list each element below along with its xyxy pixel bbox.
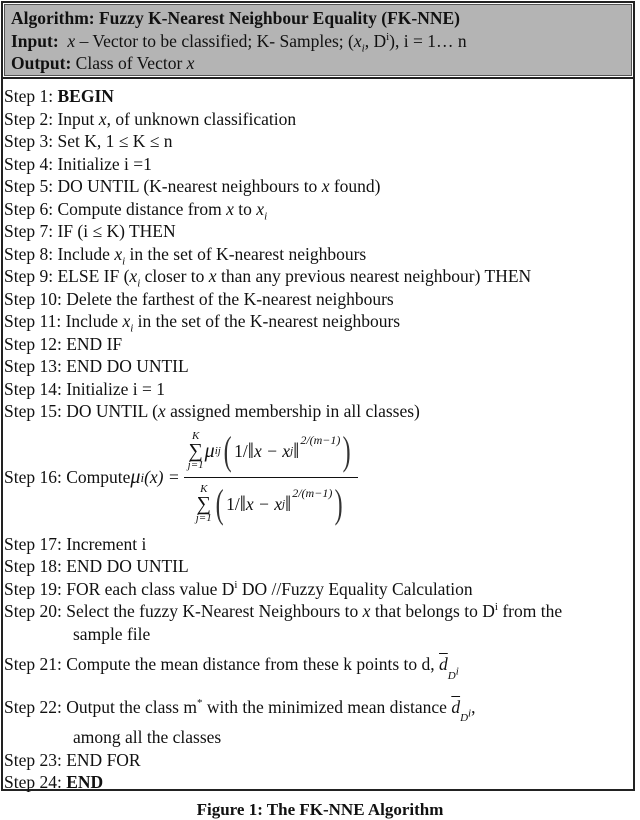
sub [460, 707, 472, 724]
sum-symbol [196, 484, 212, 524]
sub: i [361, 42, 365, 54]
sup: * [196, 696, 203, 709]
step-segment: Step 4: Initialize i =1 [4, 153, 152, 174]
text: , D [364, 30, 387, 51]
one-over: 1/ [226, 493, 240, 514]
numerator: K ∑ j=1 μ ij ( 1/ ‖ x − x j ‖ 2/(m−1) ) [184, 425, 358, 478]
step-segment: i [122, 255, 126, 267]
var: x [353, 30, 362, 51]
step-segment: from the [497, 601, 563, 621]
algorithm-step [3, 333, 633, 356]
algorithm-step [3, 175, 633, 198]
step-segment: Step 20: Select the fuzzy K-Nearest Neighbours to [4, 601, 363, 621]
step-21 [3, 653, 633, 682]
algorithm-steps [3, 85, 633, 794]
step-segment: Step 3: Set K, 1 ≤ K ≤ n [4, 131, 173, 151]
algorithm-title [11, 7, 633, 30]
mean-distance-d: $\overline{d}$ [451, 696, 461, 717]
paren: ) [334, 481, 343, 526]
step-segment: x [256, 198, 265, 219]
algorithm-step [3, 310, 633, 333]
step-text: with the minimized mean distance [202, 696, 452, 717]
step-segment: x [208, 266, 217, 286]
algorithm-box [1, 1, 635, 791]
step-segment: Step 7: IF (i ≤ K) THEN [4, 221, 176, 241]
var: x [67, 30, 76, 51]
step-segment: END [66, 772, 104, 792]
step-segment: Step 12: END IF [4, 333, 123, 354]
step-segment: x [362, 601, 371, 621]
title-text: Fuzzy K-Nearest Neighbour Equality (FK-NNE) [98, 8, 460, 28]
step-segment: Step 24: [4, 772, 67, 792]
algorithm-step [3, 555, 633, 578]
norm: ‖ [247, 437, 254, 463]
sup: i [455, 664, 459, 677]
step-segment: in the set of K-nearest neighbours [125, 243, 367, 264]
step-segment: Step 2: Input [4, 108, 99, 129]
mu-symbol: μ [204, 439, 215, 462]
sigma: ∑ [196, 493, 211, 515]
step-segment: , of unknown classification [106, 108, 297, 129]
step-segment: Step 13: END DO UNTIL [4, 356, 189, 376]
sum-symbol [188, 431, 204, 471]
text: ), i = 1… n [389, 30, 467, 51]
text: Class of Vector [71, 53, 187, 73]
figure-caption: Figure 1: The FK-NNE Algorithm [196, 800, 444, 819]
sum-lower: j=1 [187, 459, 204, 471]
step-22-continuation: among all the classes [73, 727, 222, 747]
text: – Vector to be classified; K- Samples; ( [75, 30, 354, 51]
step-label: Step 16: Compute [4, 467, 131, 488]
step-segment: Step 5: DO UNTIL (K-nearest neighbours to [4, 176, 322, 196]
algorithm-step [3, 108, 633, 131]
step-segment: in the set of the K-nearest neighbours [133, 311, 401, 331]
norm: ‖ [293, 437, 300, 463]
norm: ‖ [285, 490, 292, 516]
sub-D: D [460, 712, 469, 724]
step-segment: x [122, 311, 131, 331]
sub-D: D [447, 669, 456, 682]
step-segment: Step 15: DO UNTIL ( [4, 401, 158, 421]
step-segment: that belongs to D [370, 601, 495, 621]
exponent: 2/(m−1) [292, 486, 333, 500]
step-22 [3, 696, 633, 724]
output-label: Output: [11, 53, 72, 73]
algorithm-step [3, 600, 633, 623]
algorithm-header [3, 3, 633, 79]
denominator: K ∑ j=1 ( 1/ ‖ x − x j ‖ 2/(m−1) ) [195, 481, 343, 526]
one-over: 1/ [234, 440, 248, 461]
step-segment: Step 1: [4, 86, 58, 106]
sum-upper: K [200, 483, 208, 495]
mean-distance-d: $\overline{d}$ [439, 654, 448, 674]
algorithm-output [11, 52, 633, 75]
step-segment: i [137, 277, 141, 290]
step-segment: Step 18: END DO UNTIL [4, 556, 189, 576]
step-segment: x [98, 108, 107, 129]
step-segment: x [114, 243, 123, 264]
algorithm-step [3, 265, 633, 288]
exponent: 2/(m−1) [300, 433, 341, 447]
paren: ( [215, 481, 224, 526]
step-segment: found) [329, 176, 381, 196]
mu-symbol: μ [130, 466, 141, 489]
step-segment: closer to [140, 266, 209, 286]
algorithm-step [3, 749, 633, 772]
step-segment: x [129, 266, 138, 286]
lhs: (x) = [144, 467, 180, 488]
step-segment: BEGIN [57, 86, 114, 106]
membership-fraction [184, 425, 358, 530]
step-segment: i [264, 210, 268, 222]
algorithm-step [3, 130, 633, 153]
norm-body: x − x [245, 493, 282, 514]
step-segment: x [321, 176, 330, 196]
algorithm-step [3, 771, 633, 794]
step-text: Step 21: Compute the mean distance from these k points to d, [4, 654, 439, 674]
step-segment: Step 9: ELSE IF ( [4, 266, 130, 286]
step-segment: i [494, 601, 498, 614]
step-segment: Step 10: Delete the farthest of the K-nearest neighbours [4, 288, 394, 309]
algorithm-input [11, 30, 633, 53]
sum-upper: K [191, 430, 200, 442]
step-segment: sample file [73, 623, 151, 644]
step-segment: Step 14: Initialize i = 1 [4, 378, 166, 399]
norm: ‖ [239, 490, 246, 516]
step-segment: than any previous nearest neighbour) THEN [216, 266, 532, 286]
algorithm-step [3, 153, 633, 176]
var: x [186, 53, 195, 73]
step-segment: x [157, 401, 166, 421]
algorithm-step [3, 220, 633, 243]
input-label: Input: [11, 30, 59, 51]
algorithm-step [3, 288, 633, 311]
sup: i [386, 30, 390, 43]
algorithm-step [3, 85, 633, 108]
step-segment: i [234, 578, 238, 591]
step-segment: Step 23: END FOR [4, 749, 141, 770]
title-label: Algorithm: [11, 8, 95, 28]
step-text: Step 22: Output the class m [4, 696, 197, 717]
algorithm-step [3, 533, 633, 556]
step-segment: Step 8: Include [4, 243, 115, 264]
step-segment: Step 19: FOR each class value D [4, 578, 235, 599]
step-16: Step 16: Compute μ i (x) = K ∑ j=1 μ ij ( 1/ ‖ x − x j ‖ 2/(m−1) ) K ∑ j=1 ( 1/ ‖ x − x j ‖ 2/(m−1) ) [3, 423, 633, 533]
algorithm-step [3, 198, 633, 221]
sigma: ∑ [188, 440, 203, 462]
comma: , [471, 696, 476, 717]
sum-lower: j=1 [195, 512, 212, 524]
algorithm-step [3, 623, 633, 646]
step-segment: Step 17: Increment i [4, 533, 147, 554]
step-segment: x [226, 198, 234, 219]
sub [447, 664, 459, 682]
paren: ) [343, 428, 352, 473]
algorithm-step [3, 578, 633, 601]
algorithm-step [3, 400, 633, 423]
paren: ( [223, 428, 232, 473]
step-segment: assigned membership in all classes) [165, 401, 420, 421]
step-segment: Step 11: Include [4, 311, 123, 331]
step-segment: Step 6: Compute distance from [4, 198, 227, 219]
step-segment: to [233, 198, 257, 219]
algorithm-step [3, 243, 633, 266]
algorithm-step [3, 355, 633, 378]
step-segment: DO //Fuzzy Equality Calculation [237, 578, 473, 599]
sup: i [468, 707, 472, 720]
norm-body: x − x [253, 440, 291, 461]
step-segment: i [130, 322, 134, 335]
algorithm-step [3, 378, 633, 401]
